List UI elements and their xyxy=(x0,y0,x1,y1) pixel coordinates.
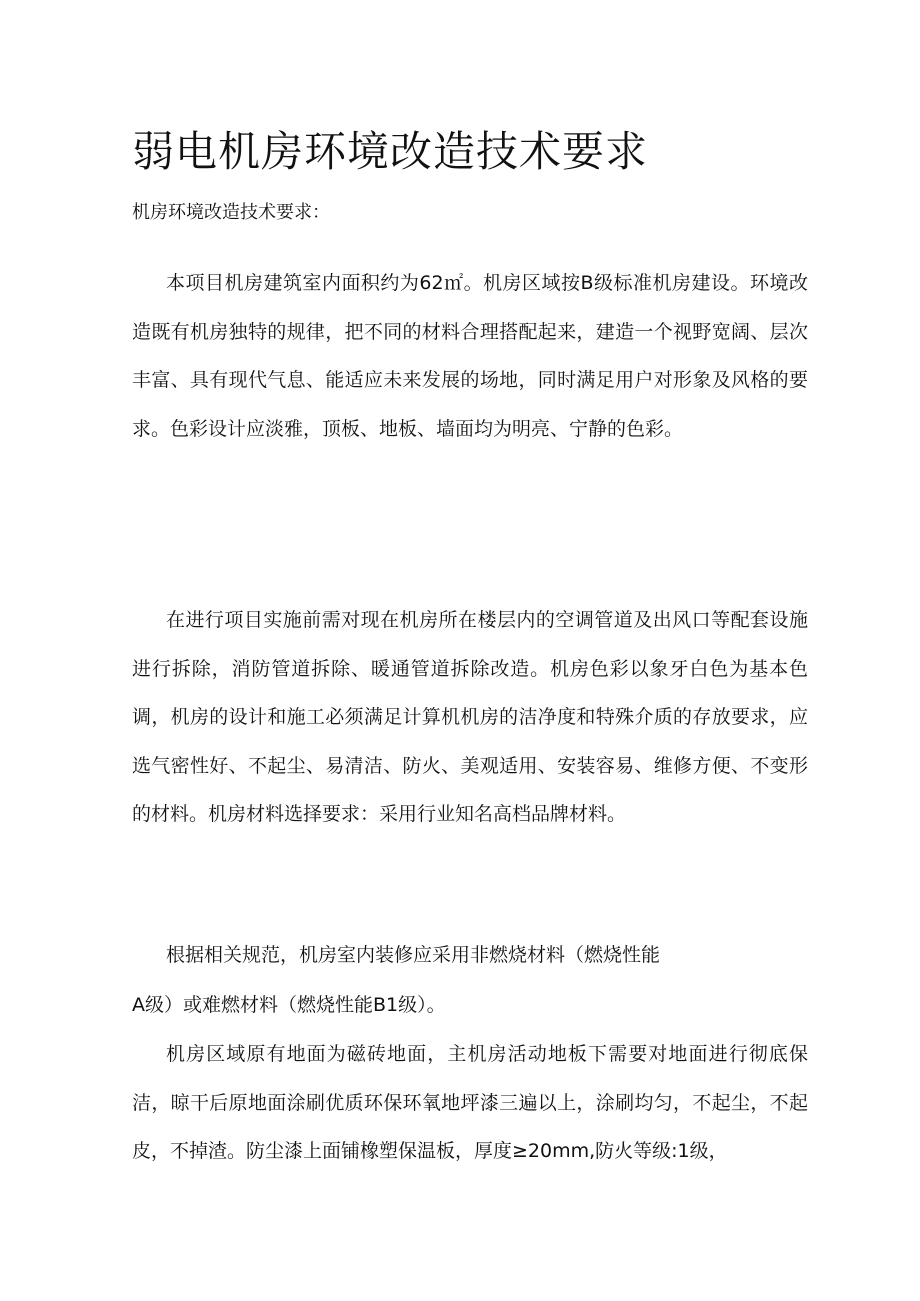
paragraph-overview: 本项目机房建筑室内面积约为62㎡。机房区域按B级标准机房建设。环境改造既有机房独特的规律，把不同的材料合理搭配起来，建造一个视野宽阔、层次丰富、具有现代气息、能适应未来发展的场地，同时满足用户对形象及风格的要求。色彩设计应淡雅，顶板、地板、墙面均为明亮、宁静的色彩。 xyxy=(132,272,808,440)
document-title: 弱电机房环境改造技术要求 xyxy=(132,127,649,176)
paragraph-demolition: 在进行项目实施前需对现在机房所在楼层内的空调管道及出风口等配套设施进行拆除，消防管道拆除、暖通管道拆除改造。机房色彩以象牙白色为基本色调，机房的设计和施工必须满足计算机机房的洁净度和特殊介质的存放要求，应选气密性好、不起尘、易清洁、防火、美观适用、安装容易、维修方便、不变形的材料。机房材料选择要求：采用行业知名高档品牌材料。 xyxy=(132,609,808,825)
document-subtitle: 机房环境改造技术要求： xyxy=(132,202,330,223)
paragraph-materials-line1: 根据相关规范，机房室内装修应采用非燃烧材料（燃烧性能 xyxy=(166,944,661,966)
paragraph-materials-line2: A级）或难燃材料（燃烧性能B1级）。 xyxy=(132,994,446,1016)
paragraph-floor: 机房区域原有地面为磁砖地面，主机房活动地板下需要对地面进行彻底保洁，晾干后原地面涂刷优质环保环氧地坪漆三遍以上，涂刷均匀，不起尘，不起皮，不掉渣。防尘漆上面铺橡塑保温板，厚度≥20mm,防火等级:1级， xyxy=(132,1043,808,1162)
